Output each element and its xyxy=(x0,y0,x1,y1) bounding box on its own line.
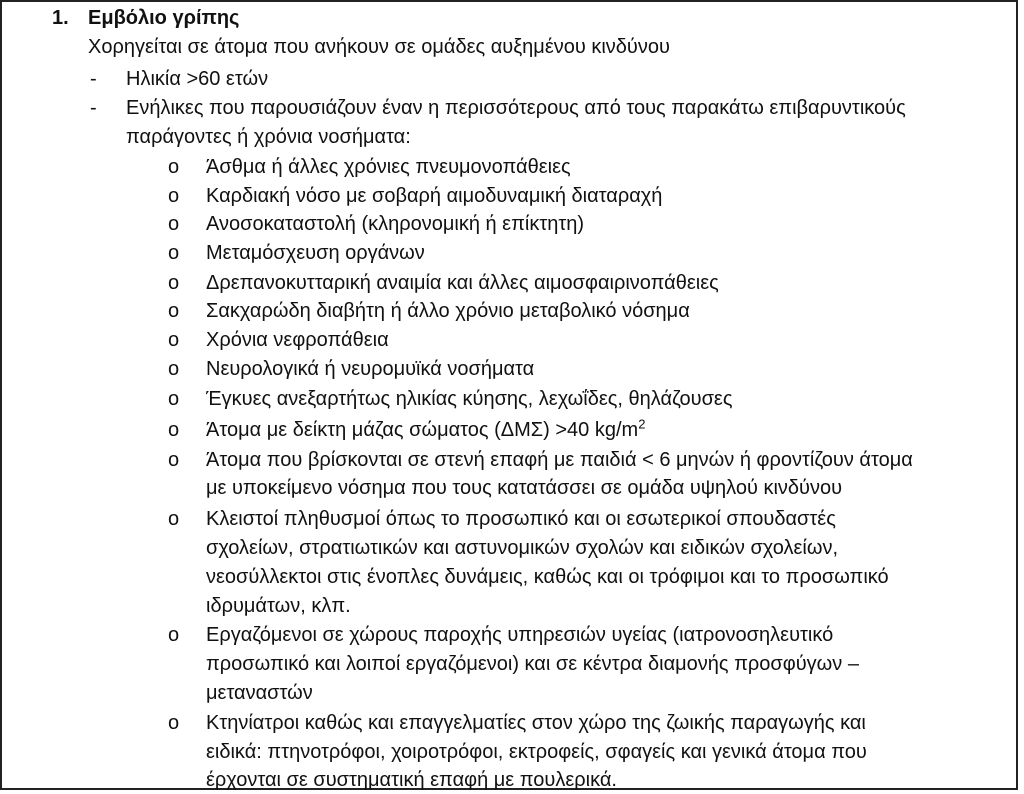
bullet-marker: o xyxy=(168,300,180,322)
section-title: Εμβόλιο γρίπης xyxy=(88,7,240,29)
bullet-marker: o xyxy=(168,358,180,380)
list-item: Άτομα που βρίσκονται σε στενή επαφή με παιδιά < 6 μηνών ή φροντίζουν άτομα xyxy=(206,449,913,471)
bullet-marker: o xyxy=(168,242,180,264)
list-item: Κτηνίατροι καθώς και επαγγελματίες στον χώρο της ζωικής παραγωγής και xyxy=(206,712,866,734)
bullet-marker: o xyxy=(168,388,180,410)
list-item-continuation: ιδρυμάτων, κλπ. xyxy=(206,595,351,617)
list-item: Χρόνια νεφροπάθεια xyxy=(206,329,389,351)
section-number: 1. xyxy=(52,7,69,29)
dash-marker: - xyxy=(90,97,97,119)
list-item-continuation: προσωπικό και λοιποί εργαζόμενοι) και σε κέντρα διαμονής προσφύγων – xyxy=(206,653,859,675)
bullet-marker: o xyxy=(168,419,180,441)
list-item: Μεταμόσχευση οργάνων xyxy=(206,242,425,264)
list-item: Άσθμα ή άλλες χρόνιες πνευμονοπάθειες xyxy=(206,156,571,178)
bullet-marker: o xyxy=(168,213,180,235)
list-item-continuation: ειδικά: πτηνοτρόφοι, χοιροτρόφοι, εκτροφείς, σφαγείς και γενικά άτομα που xyxy=(206,741,867,763)
dash-item-adults-line-1: Ενήλικες που παρουσιάζουν έναν η περισσότερους από τους παρακάτω επιβαρυντικούς xyxy=(126,97,906,119)
list-item-continuation: νεοσύλλεκτοι στις ένοπλες δυνάμεις, καθώς και οι τρόφιμοι και το προσωπικό xyxy=(206,566,889,588)
list-item: Ανοσοκαταστολή (κληρονομική ή επίκτητη) xyxy=(206,213,585,235)
dash-item-age: Ηλικία >60 ετών xyxy=(126,68,269,90)
list-item: Νευρολογικά ή νευρομυϊκά νοσήματα xyxy=(206,358,535,380)
list-item-continuation: σχολείων, στρατιωτικών και αστυνομικών σχολών και ειδικών σχολείων, xyxy=(206,537,839,559)
bullet-marker: o xyxy=(168,712,180,734)
list-item: Καρδιακή νόσο με σοβαρή αιμοδυναμική διαταραχή xyxy=(206,185,663,207)
list-item: Δρεπανοκυτταρική αναιμία και άλλες αιμοσφαιρινοπάθειες xyxy=(206,272,719,294)
section-intro: Χορηγείται σε άτομα που ανήκουν σε ομάδες αυξημένου κινδύνου xyxy=(88,36,670,58)
bullet-marker: o xyxy=(168,272,180,294)
bullet-marker: o xyxy=(168,508,180,530)
dash-item-adults-line-2: παράγοντες ή χρόνια νοσήματα: xyxy=(126,126,411,148)
list-item: Σακχαρώδη διαβήτη ή άλλο χρόνιο μεταβολικό νόσημα xyxy=(206,300,690,322)
bullet-marker: o xyxy=(168,185,180,207)
list-item-continuation: έρχονται σε συστηματική επαφή με πουλερικά. xyxy=(206,769,617,791)
bullet-marker: o xyxy=(168,449,180,471)
list-item xyxy=(206,418,645,442)
list-item: Έγκυες ανεξαρτήτως ηλικίας κύησης, λεχωΐδες, θηλάζουσες xyxy=(206,388,733,410)
list-item-continuation: με υποκείμενο νόσημα που τους κατατάσσει σε ομάδα υψηλού κινδύνου xyxy=(206,477,843,499)
list-item-text: Άτομα με δείκτη μάζας σώματος (ΔΜΣ) >40 kg/m xyxy=(206,419,639,441)
bullet-marker: o xyxy=(168,624,180,646)
list-item: Κλειστοί πληθυσμοί όπως το προσωπικό και οι εσωτερικοί σπουδαστές xyxy=(206,508,836,530)
dash-marker: - xyxy=(90,68,97,90)
superscript: 2 xyxy=(638,416,646,432)
bullet-marker: o xyxy=(168,329,180,351)
list-item: Εργαζόμενοι σε χώρους παροχής υπηρεσιών υγείας (ιατρονοσηλευτικό xyxy=(206,624,834,646)
bullet-marker: o xyxy=(168,156,180,178)
list-item-continuation: μεταναστών xyxy=(206,682,313,704)
